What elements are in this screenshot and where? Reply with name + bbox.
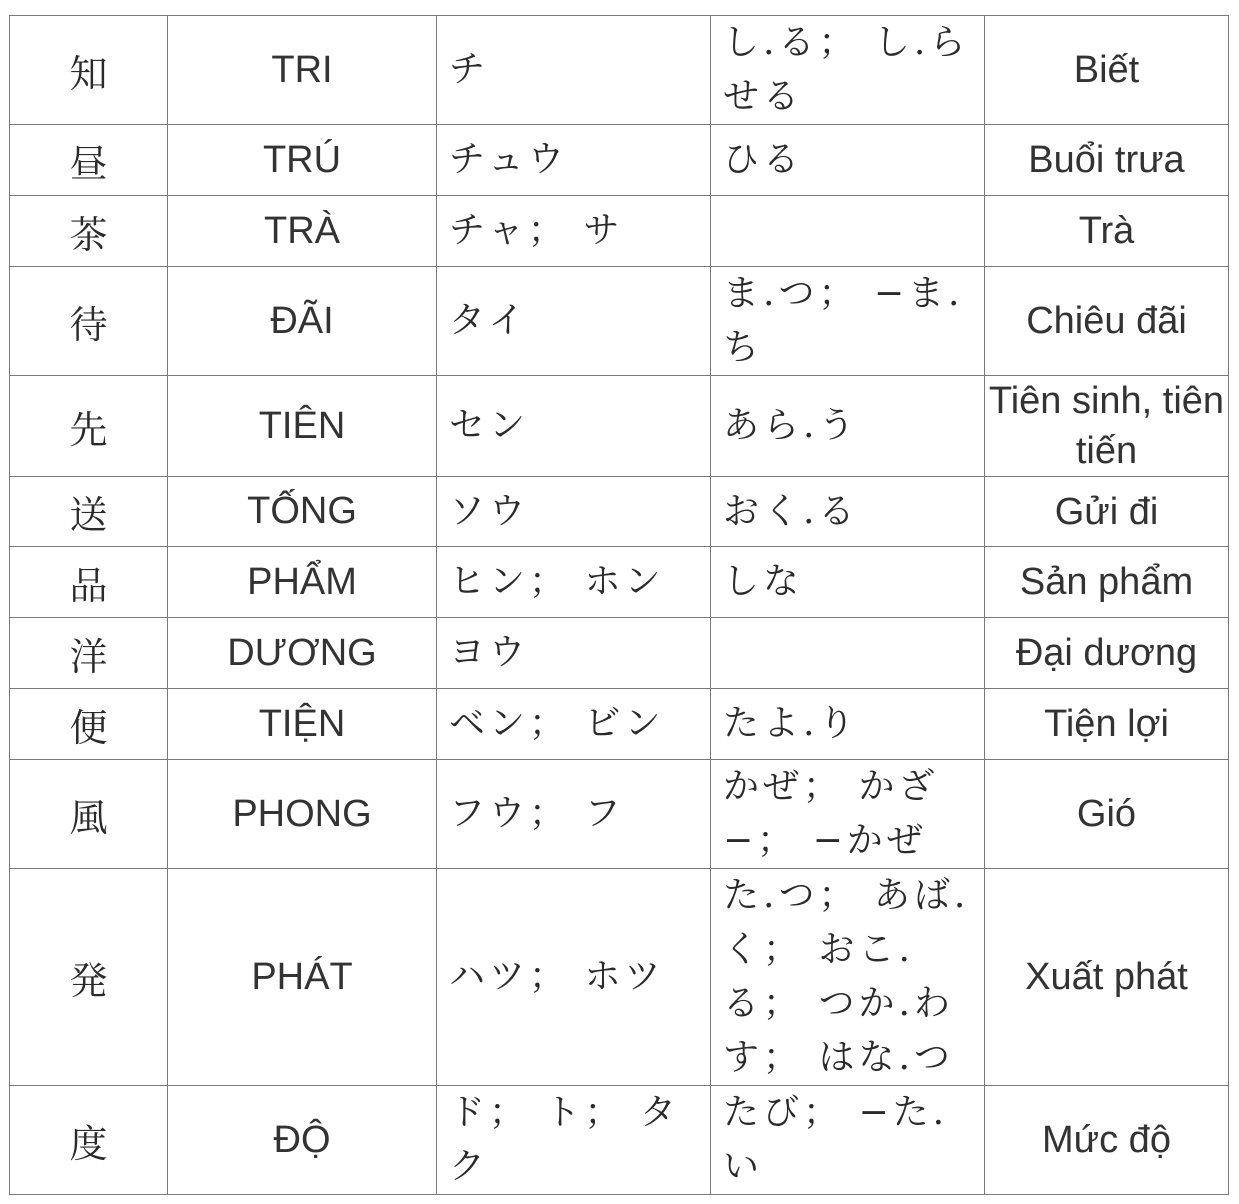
kunyomi-cell: おく.る — [711, 477, 985, 547]
hanviet-cell: TRÚ — [168, 125, 437, 196]
table-row — [10, 1086, 1229, 1195]
onyomi-cell: ベン； ビン — [437, 689, 711, 760]
onyomi-cell: チ — [437, 16, 711, 125]
table-row — [10, 267, 1229, 376]
hanviet-cell: PHẨM — [168, 547, 437, 618]
onyomi-cell: フウ； フ — [437, 760, 711, 869]
onyomi-cell: ハツ； ホツ — [437, 869, 711, 1086]
kunyomi-cell: し.る； し.らせる — [711, 16, 985, 125]
hanviet-cell: TIÊN — [168, 376, 437, 477]
kunyomi-cell: た.つ； あば.く； おこ.る； つか.わす； はな.つ — [711, 869, 985, 1086]
kanji-cell: 発 — [10, 869, 168, 1086]
kanji-cell: 先 — [10, 376, 168, 477]
kanji-cell: 待 — [10, 267, 168, 376]
kanji-vocabulary-table — [9, 15, 1229, 1195]
table-row — [10, 618, 1229, 689]
meaning-cell: Gió — [985, 760, 1229, 869]
table-row — [10, 196, 1229, 267]
meaning-cell: Xuất phát — [985, 869, 1229, 1086]
hanviet-cell: TRÀ — [168, 196, 437, 267]
table-row — [10, 477, 1229, 547]
kanji-cell: 度 — [10, 1086, 168, 1195]
kanji-cell: 洋 — [10, 618, 168, 689]
onyomi-cell: ソウ — [437, 477, 711, 547]
meaning-cell: Gửi đi — [985, 477, 1229, 547]
onyomi-cell: ド； ト； タク — [437, 1086, 711, 1195]
onyomi-cell: ヨウ — [437, 618, 711, 689]
kanji-cell: 風 — [10, 760, 168, 869]
hanviet-cell: TRI — [168, 16, 437, 125]
table-row — [10, 689, 1229, 760]
hanviet-cell: ĐÃI — [168, 267, 437, 376]
meaning-cell: Sản phẩm — [985, 547, 1229, 618]
hanviet-cell: TỐNG — [168, 477, 437, 547]
kanji-cell: 昼 — [10, 125, 168, 196]
hanviet-cell: DƯƠNG — [168, 618, 437, 689]
meaning-cell: Tiên sinh, tiên tiến — [985, 376, 1229, 477]
onyomi-cell: セン — [437, 376, 711, 477]
table-row — [10, 760, 1229, 869]
kunyomi-cell: しな — [711, 547, 985, 618]
kunyomi-cell — [711, 196, 985, 267]
kunyomi-cell: あら.う — [711, 376, 985, 477]
kunyomi-cell: かぜ； かざ−； −かぜ — [711, 760, 985, 869]
kanji-cell: 知 — [10, 16, 168, 125]
onyomi-cell: チャ； サ — [437, 196, 711, 267]
kunyomi-cell: たび； −た.い — [711, 1086, 985, 1195]
onyomi-cell: チュウ — [437, 125, 711, 196]
kanji-cell: 便 — [10, 689, 168, 760]
table-row — [10, 547, 1229, 618]
meaning-cell: Trà — [985, 196, 1229, 267]
kunyomi-cell: ま.つ； −ま.ち — [711, 267, 985, 376]
kanji-cell: 茶 — [10, 196, 168, 267]
meaning-cell: Biết — [985, 16, 1229, 125]
meaning-cell: Mức độ — [985, 1086, 1229, 1195]
kanji-cell: 品 — [10, 547, 168, 618]
table-row — [10, 376, 1229, 477]
onyomi-cell: タイ — [437, 267, 711, 376]
kunyomi-cell: ひる — [711, 125, 985, 196]
kunyomi-cell — [711, 618, 985, 689]
table-row — [10, 125, 1229, 196]
onyomi-cell: ヒン； ホン — [437, 547, 711, 618]
table-row — [10, 869, 1229, 1086]
kanji-cell: 送 — [10, 477, 168, 547]
meaning-cell: Buổi trưa — [985, 125, 1229, 196]
meaning-cell: Chiêu đãi — [985, 267, 1229, 376]
hanviet-cell: TIỆN — [168, 689, 437, 760]
kunyomi-cell: たよ.り — [711, 689, 985, 760]
hanviet-cell: ĐỘ — [168, 1086, 437, 1195]
hanviet-cell: PHÁT — [168, 869, 437, 1086]
hanviet-cell: PHONG — [168, 760, 437, 869]
table-row — [10, 16, 1229, 125]
meaning-cell: Tiện lợi — [985, 689, 1229, 760]
meaning-cell: Đại dương — [985, 618, 1229, 689]
